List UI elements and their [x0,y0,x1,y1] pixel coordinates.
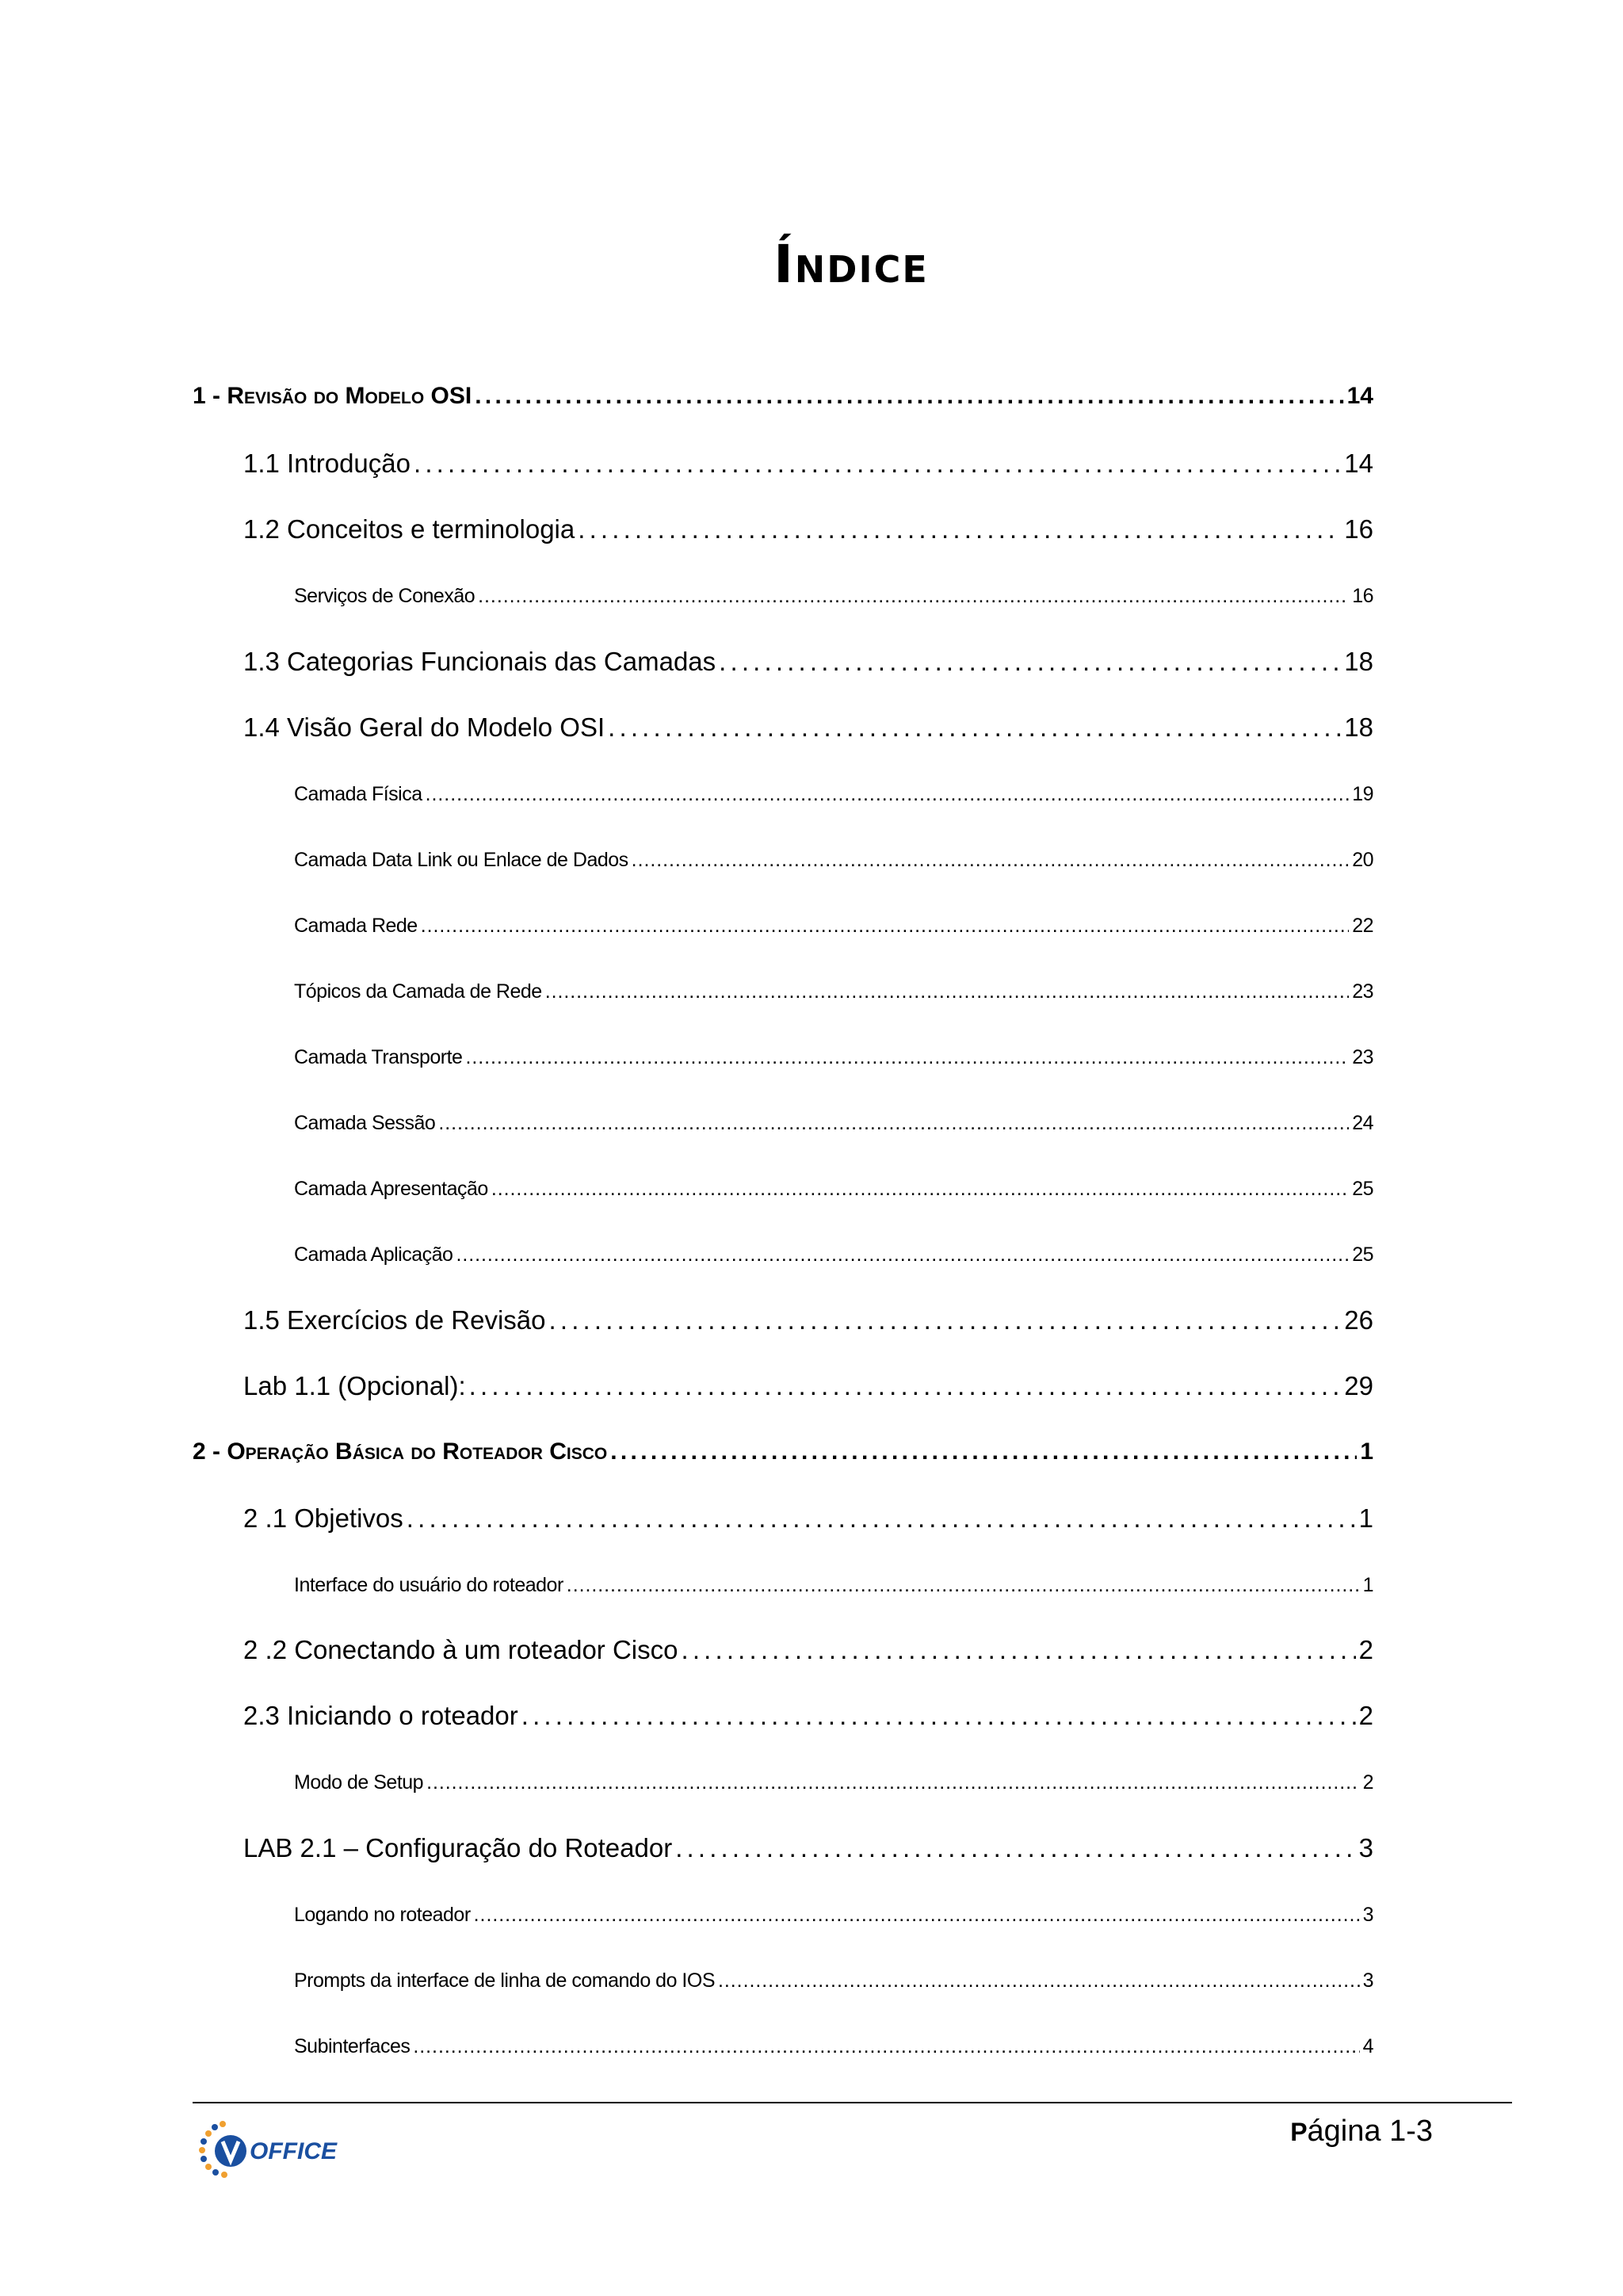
toc-entry-page: 14 [1346,383,1373,409]
toc-leader-dots [475,383,1343,410]
toc-entry[interactable] [294,2035,1373,2058]
toc-entry[interactable] [294,980,1373,1003]
toc-entry-page: 24 [1352,1112,1373,1134]
toc-leader-dots [407,1503,1356,1534]
toc-entry-label: 2 - Operação Básica do Roteador Cisco [193,1438,608,1465]
toc-entry-page: 25 [1352,1178,1373,1200]
toc-entry-page: 29 [1344,1371,1373,1400]
toc-leader-dots [578,514,1341,544]
toc-entry[interactable] [243,1503,1373,1534]
toc-entry-label: Logando no roteador [294,1904,471,1926]
toc-entry-label: Camada Sessão [294,1112,436,1134]
toc-entry-page: 16 [1344,514,1373,544]
toc-entry-page: 2 [1358,1701,1373,1730]
toc-entry-label: Modo de Setup [294,1771,424,1794]
toc-entry[interactable] [243,1635,1373,1665]
toc-entry-page: 23 [1352,1046,1373,1068]
toc-entry-page: 2 [1362,1771,1373,1794]
page-number [1290,2115,1433,2149]
toc-entry-label: 2 .1 Objetivos [243,1503,403,1533]
toc-entry-page: 14 [1344,449,1373,478]
toc-entry-page: 19 [1352,783,1373,805]
logo-text: OFFICE [250,2138,337,2164]
toc-entry-label: 1.1 Introdução [243,449,411,478]
toc-entry[interactable] [294,1112,1373,1135]
page-title: Índice [773,234,929,295]
toc-leader-dots [456,1244,1349,1266]
toc-entry-label: Tópicos da Camada de Rede [294,980,542,1003]
toc-entry-page: 2 [1358,1635,1373,1664]
toc-entry-label: Camada Rede [294,915,418,937]
toc-entry-page: 20 [1352,849,1373,871]
toc-entry-label: Camada Transporte [294,1046,463,1068]
toc-entry-label: 1 - Revisão do Modelo OSI [193,383,472,409]
toc-entry[interactable] [243,449,1373,479]
toc-entry-page: 26 [1344,1305,1373,1335]
toc-entry-label: Subinterfaces [294,2035,411,2057]
toc-leader-dots [521,1701,1356,1731]
toc-leader-dots [465,1046,1349,1069]
toc-entry-label: Camada Física [294,783,422,805]
toc-entry-page: 22 [1352,915,1373,937]
toc-entry[interactable] [294,915,1373,938]
toc-entry-label: Prompts da interface de linha de comando do IOS [294,1969,715,1992]
toc-entry-page: 1 [1358,1503,1373,1533]
toc-entry-page: 1 [1362,1574,1373,1596]
toc-leader-dots [413,2035,1359,2058]
toc-leader-dots [681,1635,1355,1665]
toc-entry-page: 18 [1344,647,1373,676]
toc-entry[interactable] [243,1701,1373,1731]
toc-entry-page: 4 [1362,2035,1373,2057]
toc-entry[interactable] [294,1244,1373,1266]
toc-entry[interactable] [294,1771,1373,1794]
toc-entry-label: Camada Aplicação [294,1244,453,1266]
toc-entry[interactable] [243,1371,1373,1401]
toc-entry-page: 1 [1360,1438,1373,1465]
toc-entry[interactable] [294,585,1373,608]
toc-entry[interactable] [243,712,1373,743]
toc-entry-label: 1.2 Conceitos e terminologia [243,514,575,544]
toc-entry-label: 1.5 Exercícios de Revisão [243,1305,546,1335]
toc-entry[interactable] [294,1178,1373,1201]
toc-entry-label: Camada Data Link ou Enlace de Dados [294,849,628,871]
toc-entry[interactable] [294,1969,1373,1992]
toc-entry-page: 16 [1352,585,1373,607]
toc-leader-dots [491,1178,1349,1201]
toc-entry[interactable] [193,383,1373,410]
toc-leader-dots [426,1771,1360,1794]
toc-leader-dots [719,647,1341,677]
page-number-rest: ágina 1-3 [1307,2115,1433,2148]
toc-leader-dots [718,1969,1360,1992]
toc-entry[interactable] [294,1574,1373,1597]
toc-entry[interactable] [193,1438,1373,1465]
toc-leader-dots [545,980,1349,1003]
toc-entry[interactable] [243,1833,1373,1863]
toc-leader-dots [549,1305,1342,1335]
toc-entry-label: 1.3 Categorias Funcionais das Camadas [243,647,716,676]
toc-entry[interactable] [243,1305,1373,1335]
toc-leader-dots [426,783,1350,806]
office-logo [193,2115,359,2186]
toc-entry-label: 2 .2 Conectando à um roteador Cisco [243,1635,678,1664]
toc-leader-dots [567,1574,1360,1597]
toc-leader-dots [632,849,1350,872]
toc-entry-label: Serviços de Conexão [294,585,475,607]
toc-leader-dots [474,1904,1360,1927]
page-number-prefix: P [1290,2118,1308,2146]
toc-entry[interactable] [243,514,1373,544]
toc-entry[interactable] [294,1904,1373,1927]
toc-leader-dots [478,585,1349,608]
toc-entry-page: 23 [1352,980,1373,1003]
toc-entry-label: LAB 2.1 – Configuração do Roteador [243,1833,673,1862]
toc-entry[interactable] [294,1046,1373,1069]
toc-leader-dots [610,1438,1357,1465]
footer-divider [193,2102,1512,2103]
toc-entry-page: 3 [1358,1833,1373,1862]
toc-entry[interactable] [294,849,1373,872]
toc-entry-page: 25 [1352,1244,1373,1266]
toc-leader-dots [675,1833,1355,1863]
toc-leader-dots [438,1112,1349,1135]
toc-leader-dots [469,1371,1342,1401]
toc-entry-page: 3 [1362,1969,1373,1992]
toc-entry-label: Interface do usuário do roteador [294,1574,563,1596]
toc-entry-label: 2.3 Iniciando o roteador [243,1701,518,1730]
toc-entry[interactable] [294,783,1373,806]
toc-leader-dots [421,915,1349,938]
toc-leader-dots [608,712,1341,743]
toc-entry-label: Lab 1.1 (Opcional): [243,1371,466,1400]
toc-entry-label: 1.4 Visão Geral do Modelo OSI [243,712,605,742]
toc-leader-dots [414,449,1341,479]
toc-entry-page: 18 [1344,712,1373,742]
toc-entry-label: Camada Apresentação [294,1178,488,1200]
toc-entry-page: 3 [1362,1904,1373,1926]
toc-entry[interactable] [243,647,1373,677]
